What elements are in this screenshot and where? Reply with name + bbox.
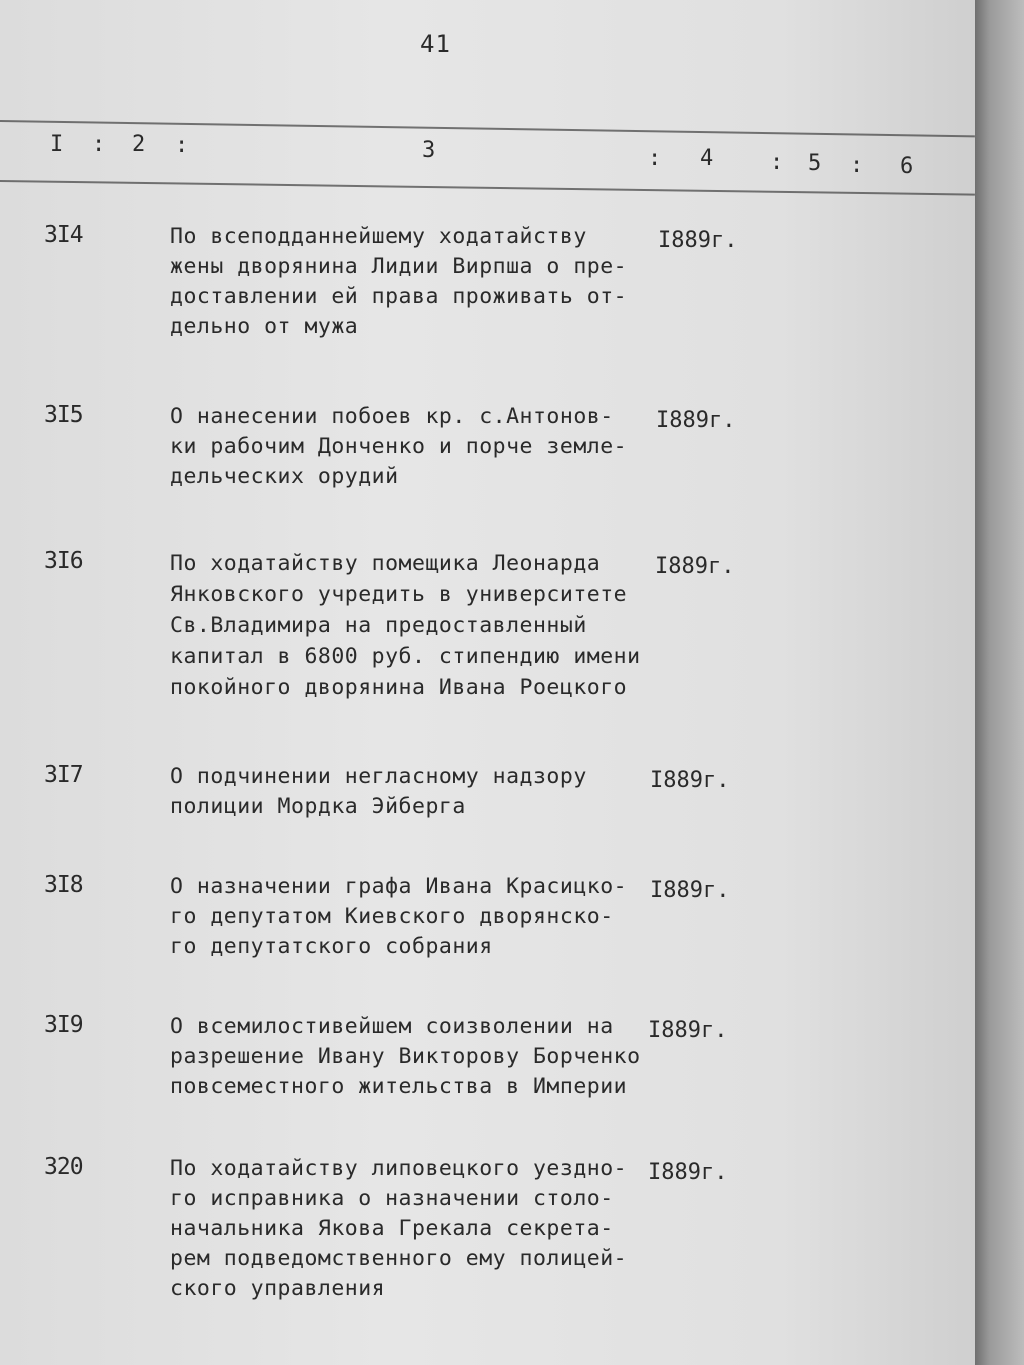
entry-year: I889г. — [648, 1018, 728, 1043]
entry-number: 3I7 — [44, 762, 83, 788]
entry-line: доставлении ей права проживать от- — [170, 284, 628, 309]
entry-year: I889г. — [655, 554, 735, 579]
entry-description — [170, 402, 670, 492]
entry-year: I889г. — [650, 768, 730, 793]
entry-description — [170, 1154, 670, 1304]
entry-line: О назначении графа Ивана Красицко- — [170, 874, 628, 899]
entry-number: 320 — [44, 1154, 83, 1180]
entry-line: покойного дворянина Ивана Роецкого — [170, 675, 628, 700]
entry-line: начальника Якова Грекала секрета- — [170, 1216, 614, 1241]
entry-description — [170, 222, 670, 342]
entry-number: 3I4 — [44, 222, 83, 248]
column-header-2: 2 — [132, 132, 146, 157]
entry-line: По ходатайству липовецкого уездно- — [170, 1156, 628, 1181]
entry-year: I889г. — [650, 878, 730, 903]
entry-line: О нанесении побоев кр. с.Антонов- — [170, 404, 614, 429]
entry-description — [170, 762, 670, 822]
column-header-1: I — [50, 132, 64, 157]
entry-line: полиции Мордка Эйберга — [170, 794, 466, 819]
entry-year: I889г. — [656, 408, 736, 433]
entry-line: повсеместного жительства в Империи — [170, 1074, 628, 1099]
entry-line: ки рабочим Донченко и порче земле- — [170, 434, 628, 459]
header-bottom-rule — [0, 180, 975, 196]
entry-line: О всемилостивейшем соизволении на — [170, 1014, 614, 1039]
column-header-separator: : — [175, 133, 189, 158]
entry-line: разрешение Ивану Викторову Борченко — [170, 1044, 641, 1069]
column-header-5: 5 — [808, 151, 822, 176]
entry-number: 3I5 — [44, 402, 83, 428]
entry-line: ского управления — [170, 1276, 386, 1301]
column-header-separator: : — [770, 150, 784, 175]
entry-line: О подчинении негласному надзору — [170, 764, 587, 789]
entry-line: Св.Владимира на предоставленный — [170, 613, 587, 638]
column-header-separator: : — [850, 153, 864, 178]
column-header-6: 6 — [900, 154, 914, 179]
page-edge-shadow — [975, 0, 1024, 1365]
entry-line: жены дворянина Лидии Вирпша о пре- — [170, 254, 628, 279]
entry-line: По ходатайству помещика Леонарда — [170, 551, 601, 576]
entry-number: 3I9 — [44, 1012, 83, 1038]
entry-line: капитал в 6800 руб. стипендию имени — [170, 644, 641, 669]
entry-year: I889г. — [658, 228, 738, 253]
entry-line: По всеподданнейшему ходатайству — [170, 224, 587, 249]
header-top-rule — [0, 120, 975, 137]
entry-description — [170, 872, 670, 962]
entry-description — [170, 1012, 670, 1102]
column-header-separator: : — [92, 132, 106, 157]
entry-line: дельческих орудий — [170, 464, 399, 489]
entry-line: го депутатского собрания — [170, 934, 493, 959]
entry-year: I889г. — [648, 1160, 728, 1185]
entry-line: дельно от мужа — [170, 314, 359, 339]
entry-line: го исправника о назначении столо- — [170, 1186, 614, 1211]
entry-line: го депутатом Киевского дворянско- — [170, 904, 614, 929]
entry-number: 3I8 — [44, 872, 83, 898]
column-header-4: 4 — [700, 146, 714, 171]
entry-line: Янковского учредить в университете — [170, 582, 628, 607]
column-header-3: 3 — [422, 138, 436, 163]
entry-line: рем подведомственного ему полицей- — [170, 1246, 628, 1271]
column-header-separator: : — [648, 146, 662, 171]
entry-number: 3I6 — [44, 548, 83, 574]
page-number: 41 — [420, 30, 451, 58]
entry-description — [170, 548, 670, 703]
